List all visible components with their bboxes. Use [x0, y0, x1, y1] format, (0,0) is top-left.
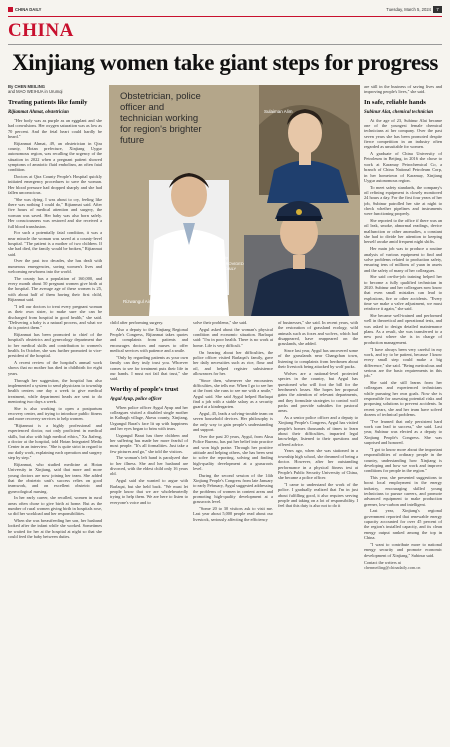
issue-date: Tuesday, March 5, 2024 [386, 6, 431, 12]
section-1-subheading: Rijianmat Ahmat, obstetrician [8, 109, 69, 115]
paragraph: "I've learned that only persistent hard work can lead to success," she said. Last year, Subinur was elected as a deputy to Xinjiang People's Congress. She was surprised and honored. [364, 418, 442, 446]
paragraph: For such a potentially fatal condition, it was a near miracle the woman was saved at a county-level hospital. "The patient is a mother of two children. If she had died, the family would be broken," Rijianmat said. [8, 230, 102, 257]
paragraph: Aygul asked about the woman's physical condition and economic situation. Barlaqat said: "I'm in poor health. There is no work at home. Life is very difficult." [193, 326, 273, 348]
paragraph: "I came to understand the work of the police. I gradually realized that I'm in just about fulfilling good, it also requires serving people and taking on a lot of responsibility. I feel that this duty is also not to do it [278, 481, 358, 509]
paragraph: Through her suggestion, the hospital has also implemented a system to send physicians to township health centers one day a week to give medical treatment, while department heads are sent to do mentoring two days a week. [8, 377, 102, 404]
paragraph: She became well-trained and performed well in theoretical and operational tests, and was asked to design detailed maintenance plans. As a result, she was transferred to a new post where she is in charge of production management. [364, 313, 442, 345]
paragraph: During the second session of the 14th Xinjiang People's Congress from late January to early February, Aygul suggested addressing the problems of women in content areas and promoting high-quality development at a grassroots level. [193, 472, 273, 505]
section-1-heading: Treating patients like family [8, 98, 88, 106]
paragraph: "Rijianmat is a highly professional and experienced doctor, not only proficient in medical skills, but also with high medical ethics," Xu Jiafeng, a doctor at the hospital, told Hotan Integrated Media Center in an interview. "She is quite strict in regard to our daily work, explaining each operation and surgery step by step." [8, 423, 102, 461]
paragraph: She said on-the-job training helped her to become a fully qualified technician in 2020. Subinur and her colleagues now know that even small mistakes can lead to explosions, fire or other accidents. "Every time we make a valve adjustment, we must reinforce it again," she said. [364, 274, 442, 312]
paragraph: Rijianmat has been promoted to chief of the hospital's obstetrics and gynecology department due to her medical skills and contribution to women's health. In October, she was further promoted to vice-president of the hospital. [8, 332, 102, 359]
paragraph: "Some 20 to 30 visitors ask to visit me. Last year about 5,000 people read about our livestock, seriously affecting the efficiency [193, 506, 273, 522]
byline [8, 84, 102, 95]
paragraph: A recent review of the hospital's annual work shows that no mother has died in childbirth for eight years. [8, 360, 102, 376]
photo-label-bottom: Aygul Abduly PHOTOS PROVIDED TO CHINA DAILY [205, 255, 244, 271]
section-divider [8, 44, 442, 45]
byline-second: and MAO WEIHUA in Urumqi [8, 89, 63, 95]
paragraph: Last year, Xinjiang's regional government reported that renewable energy capacity accounted for over 45 percent of the region's installed capacity, and its clean energy output ranked among the top in China. [364, 508, 442, 541]
section-3-subheading: Subinur Alat, chemical technician [364, 109, 434, 115]
paragraph: Wolves are a national-level protected species in the country, but Aygul has questioned who will foot the bill for the herdsmen's losses. She hopes her proposal gains the attention of relevant departments, and they formulate strategies to control wolf packs and provide subsidies for pastoral areas. [278, 370, 358, 414]
paragraph: child after performing surgery. [110, 320, 164, 325]
byline-authors: By CHEN MEILING [8, 84, 45, 89]
paragraph: "I have always been very careful in my work, and try to be patient, because I know every small step could make a big difference," she said. "Being meticulous and serious are the basic requirements in this job." [364, 346, 442, 379]
article-column-5 [364, 84, 442, 739]
section-3-heading: In safe, reliable hands [364, 98, 426, 106]
photo-label-left: Rizwangul Aimaiti [123, 299, 159, 304]
paragraph: She reported to the office if there was an oil leak, smoke, abnormal readings, device malfunction or other anomalies, a constant she had to divide her attention to keeping herself awake amid frequent night shifts. [364, 218, 442, 245]
masthead-bar [8, 6, 442, 15]
section-2-subheading: Aygul Ayup, police officer [110, 396, 162, 402]
paragraph: At the age of 23, Subinur Alat became one of the youngest female chemical technicians at her company. Over the past seven years she has been promoted despite fierce competition in an industry often regarded as unsuitable for women. [364, 117, 442, 150]
paragraph: The woman's left hand is paralyzed due to her illness. She and her husband are divorced, with the eldest child only 16 years old. [110, 455, 188, 477]
photo-label-top: Sulaiman Alim [264, 109, 293, 114]
paragraph: Aygul, 45, leads a solving-trouble team on seven household devices. Her philosophy is the only way to gain people's understanding and support. [193, 411, 273, 433]
paragraph: Aygul said she wanted to argue with Barlaqat, but she held back. "We must let people know that we are wholeheartedly trying to help them. We are here to listen to everyone's voice and to [110, 478, 188, 505]
paragraph: "Since then, whenever she encounters difficulties, she tells me. When I go to see her at the front she runs to see me with a smile," Aygul said. She said Aygul helped Barlaqat find a job with a stable salary as a security guard at a kindergarten. [193, 377, 273, 410]
paragraph: When police officer Aygul Ayup and her colleagues visited a disabled single mother in Kalbagh village, Akesu county, Xinjiang, Urgungul Barat's face lit up with happiness and her eyes began to brim with tears. [110, 404, 188, 431]
paragraph: The county has a population of 160,000, and every month about 50 pregnant women give birth at the hospital. The average age of these women is 25, with about half of them having their first child, Rijianmat said. [8, 275, 102, 303]
headline: Xinjiang women take giant steps for progress [12, 50, 438, 75]
article-column-3 [193, 320, 273, 734]
paragraph: Since last year, Aygul has uncovered some of the grasslands near Changchan town, listening to complaints from herdsmen about their livestock being attacked by wolf packs. [278, 348, 358, 370]
paragraph: of businesses," she said. In recent years, with the restoration of grassland ecology, wild animals such as foxes and wolves, which had disappeared, have reappeared on the grasslands, she added. [278, 320, 358, 347]
paragraph: "She was dying. I was about to cry, feeling like there was nothing I could do," Rijianmat said. After five hours of medical attention and surgery, the woman was saved. Her baby was also born safely. Her consciousness was restored and she received a full blood transfusion. [8, 196, 102, 229]
paragraph: This year, she presented suggestions to boost local employment in the energy industry, encouraging skilled young technicians to pursue careers, and promote advanced equipment to make production greener, low-carbon and intelligent. [364, 474, 442, 507]
paragraph: In her early career, she recalled, women in rural areas often chose to give birth at home. But as the number of rural women giving birth in hospitals rose, so did her workload and her responsibilities. [8, 495, 102, 517]
paragraph: "I want to contribute more to national energy security and promote economic development of Xinjiang," Subinur said. [364, 541, 442, 558]
paragraph: "Only by regarding patients as your own family can they truly trust you. Whoever comes to see for treatment puts their life in our hands. I must not fail that trust," she said. [110, 354, 188, 382]
china-daily-logo-icon [8, 7, 13, 12]
paragraph: Over the past two decades, she has dealt with numerous emergencies, saving women's lives and welcoming newborns into the world. [8, 258, 102, 275]
article-column-4 [278, 320, 358, 734]
paragraph: are still in the business of saving lives and improving people's lives," she said. [364, 84, 442, 95]
paragraph: Years ago, when she was stationed in a township high school, she dreamed of being a doctor. However, after her outstanding performance in a physical fitness test at People's Public Security University of China, she became a police officer. [278, 448, 358, 481]
paragraph: On hearing about her difficulties, the police officer visited Barlaqat's family, gave her daily necessities such as rice, flour and oil, and helped register subsistence allowances for her. [193, 349, 273, 376]
paragraph: As a senior police officer and a deputy to Xinjiang People's Congress, Aygul has visited people's homes thousands of times to learn about their difficulties, imparted legal knowledge, listened to their questions and offered advice. [278, 415, 358, 447]
contact-email: chenmeiling@chinadaily.com.cn [364, 565, 421, 571]
paper-name: CHINA DAILY [15, 6, 42, 12]
paragraph: To meet safety standards, the company's oil refining equipment is closely monitored 24 hours a day. For the first four years of her job, Subinur patrolled her site at night to check whether pipelines and instruments were functioning properly. [364, 184, 442, 217]
paragraph: Her main job was to produce a routine analysis of various equipment to find and solve problems related to production safety, ensuring tens of millions of yuan in assets and the safety of many of her colleagues. [364, 246, 442, 273]
section-title: CHINA [8, 20, 74, 41]
page-number: 7 [433, 6, 442, 13]
paragraph: Doctors at Qira County People's Hospital quickly initiated emergency procedures to save the woman. Her blood pressure had dropped sharply and she had fallen unconscious. [8, 174, 102, 196]
contact-label: Contact the writers at [364, 559, 401, 565]
masthead-divider [8, 16, 442, 17]
paragraph: "Her body was as purple as an eggplant and she had convulsions. Her oxygen saturation was as low as 70 percent. And the fetal heart could hardly be heard." [8, 117, 102, 139]
paragraph: Over the past 20 years, Aygul, from Aksu Police Bureau, has put her belief into practice and won high praise. Through her positive attitude and helping others, she has been sent to solve the reporting, solving and finding high-quality development at a grassroots level. [193, 433, 273, 471]
article-column-1 [8, 84, 102, 734]
paragraph: solve their problems," she said. [193, 320, 248, 325]
paragraph: She is also working to open a postpartum recovery center, and trying to introduce public fitness and more recovery services to help women. [8, 405, 102, 422]
paragraph: When she was breastfeeding her son, her husband looked after the infant while she worked. Sometimes he waited for her at the hospital at night so that she could feed the baby between duties. [8, 518, 102, 540]
paragraph: "I got to know more about the important responsibilities of ordinary people in the country, understanding how Xinjiang is developing and how we work and improve conditions for people in the region." [364, 446, 442, 474]
paragraph: "I tell our doctors to treat every pregnant woman as their own sister, to make sure she can be discharged from hospital in good health," she said. "Delivering a baby is a natural process, and what we do is protect them." [8, 303, 102, 331]
paragraph: Rijianmat Ahmat, 49, an obstetrician in Qira county, Hotan prefecture, Xinjiang Uygur autonomous region, was recalling the urgency of the situation in 2022 when a pregnant patient showed symptoms of amniotic fluid embolism, an often fatal condition. [8, 140, 102, 173]
paragraph: Rijianmat, who studied medicine at Hotan University in Xinjiang, said that more and more young doctors are now joining her team. She added that the obstetric unit's success relies on good teamwork, and on excellent obstetric and gynecological nursing. [8, 461, 102, 494]
article-column-2 [110, 320, 188, 734]
paragraph: She said she still learns from her colleagues and experienced technicians while pursuing her own goals. Now she is responsible for assessing potential risks and proposing solutions to prevent accidents. In recent years, she and her team have solved dozens of technical problems. [364, 379, 442, 418]
section-2-heading: Worthy of people's trust [110, 385, 179, 393]
photo-caption: Obstetrician, police officer and technician working for region's brighter future [120, 91, 202, 146]
paragraph: Urgungul Barat has three children and her suffering has made her more fearful of most people. "It's all formalities. Just take a few pictures and go," she told the visitors. [110, 432, 188, 454]
paragraph: Also a deputy to the Xinjiang Regional People's Congress, Rijianmat takes quotes and complaints from patients and encourages doctors and nurses to offer medical services with patience and a smile. [110, 326, 188, 354]
paragraph: A graduate of China University of Petroleum in Beijing, in 2016 she chose to work at Karamay Petrochemical Co, a branch of China National Petroleum Corp, in her hometown of Karamay, Xinjiang Uygur autonomous region. [364, 151, 442, 183]
contact-block [364, 560, 442, 571]
